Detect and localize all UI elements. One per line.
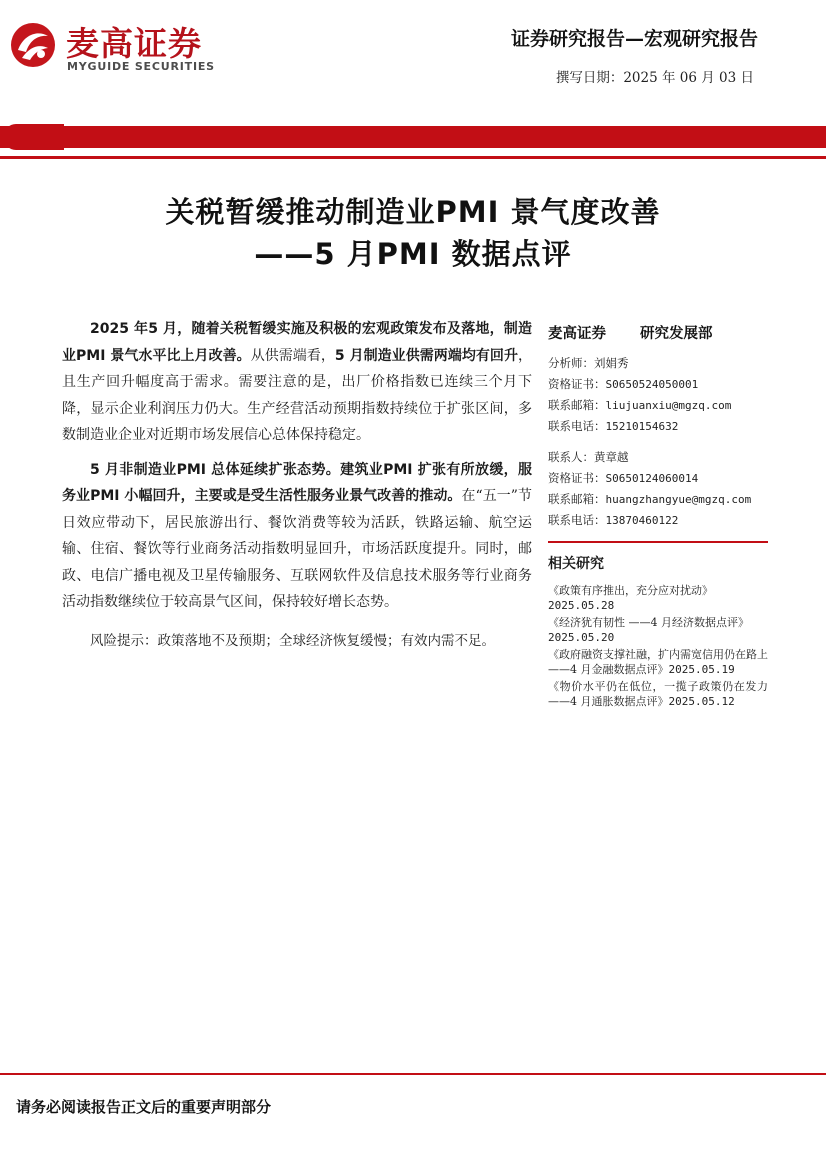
report-title: 关税暂缓推动制造业PMI 景气度改善 — [165, 195, 661, 229]
logo-icon — [8, 20, 58, 70]
contact-phone-label: 联系电话： — [548, 513, 606, 527]
risk-warning: 风险提示：政策落地不及预期；全球经济恢复缓慢；有效内需不足。 — [90, 632, 495, 649]
contact-phone: 13870460122 — [605, 514, 679, 527]
analyst-block — [548, 353, 768, 437]
contact-email-label: 联系邮箱： — [548, 492, 606, 506]
related-item-date: 2025.05.19 — [668, 663, 735, 676]
related-item-date: 2025.05.20 — [548, 631, 615, 644]
related-item[interactable] — [548, 583, 768, 613]
report-type: 证券研究报告—宏观研究报告 — [510, 28, 758, 50]
analyst-email-label: 联系邮箱： — [548, 398, 606, 412]
p1-text-b: ，且生产回升幅度高于需求。需要注意的是，出厂价格指数已连续三个月下降，显示企业利润压力仍大。生产经营活动预期指数持续位于扩张区间，多数制造业企业对近期市场发展信心总体保持稳定。 — [62, 347, 532, 443]
contact-name-label: 联系人： — [548, 450, 594, 464]
related-item-title: 《经济犹有韧性 ——4 月经济数据点评》 — [548, 616, 749, 629]
analyst-phone-row — [548, 416, 768, 437]
sidebar — [548, 322, 768, 711]
footer-divider — [0, 1073, 826, 1075]
summary-body — [62, 316, 532, 660]
analyst-cert-label: 资格证书： — [548, 377, 606, 391]
p1-text-a: 从供需端看， — [250, 347, 335, 364]
logo-text: 麦高证券 — [66, 24, 202, 63]
p2-lead: 5 月非制造业PMI 总体延续扩张态势。建筑业PMI 扩张有所放缓，服务业PMI 小幅回升，主要或是受生活性服务业景气改善的推动。 — [62, 461, 532, 504]
analyst-phone-label: 联系电话： — [548, 419, 606, 433]
analyst-email-row — [548, 395, 768, 416]
contact-email[interactable]: huangzhangyue@mgzq.com — [605, 493, 752, 506]
analyst-email[interactable]: liujuanxiu@mgzq.com — [605, 399, 732, 412]
p1-lead: 2025 年5 月，随着关税暂缓实施及积极的宏观政策发布及落地，制造业PMI 景气水平比上月改善。 — [62, 321, 532, 364]
analyst-cert: S0650524050001 — [605, 378, 699, 391]
contact-cert-row — [548, 468, 768, 489]
contact-name-row — [548, 447, 768, 468]
p1-highlight: 5 月制造业供需两端均有回升 — [334, 347, 518, 364]
company-name: 麦高证券 — [548, 326, 606, 342]
contact-phone-row — [548, 510, 768, 531]
summary-paragraph-1 — [62, 316, 532, 449]
related-item-date: 2025.05.12 — [668, 695, 735, 708]
related-item-title: 《政府融资支撑社融，扩内需宽信用仍在路上——4 月金融数据点评》 — [548, 648, 768, 676]
related-research-heading: 相关研究 — [548, 556, 604, 572]
disclaimer-notice: 请务必阅读报告正文后的重要声明部分 — [16, 1098, 272, 1116]
contact-cert: S0650124060014 — [605, 472, 699, 485]
analyst-cert-row — [548, 374, 768, 395]
related-item[interactable] — [548, 647, 768, 677]
report-subtitle: ——5 月PMI 数据点评 — [254, 237, 572, 271]
contact-name: 黄章越 — [594, 450, 629, 464]
p2-text: 在“五一”节日效应带动下，居民旅游出行、餐饮消费等较为活跃，铁路运输、航空运输、住宿、餐饮等行业商务活动指数明显回升，市场活跃度提升。同时，邮政、电信广播电视及卫星传输服务、互联网软件及信息技术服务等行业商务活动指数继续位于较高景气区间，保持较好增长态势。 — [62, 488, 532, 610]
summary-paragraph-2 — [62, 457, 532, 616]
analyst-name-row — [548, 353, 768, 374]
contact-block — [548, 447, 768, 531]
related-item-title: 《政策有序推出，充分应对扰动》 — [548, 584, 713, 597]
department-name: 研究发展部 — [640, 326, 713, 342]
header-divider — [0, 156, 826, 159]
analyst-phone: 15210154632 — [605, 420, 679, 433]
sidebar-divider — [548, 541, 768, 543]
analyst-name-label: 分析师： — [548, 356, 594, 370]
header-banner — [0, 126, 826, 148]
logo-subtext: MYGUIDE SECURITIES — [67, 60, 215, 73]
department-heading — [548, 322, 768, 343]
related-item[interactable] — [548, 615, 768, 645]
report-date: 撰写日期：2025 年 06 月 03 日 — [555, 70, 754, 86]
analyst-name: 刘娟秀 — [594, 356, 629, 370]
contact-cert-label: 资格证书： — [548, 471, 606, 485]
related-item-date: 2025.05.28 — [548, 599, 615, 612]
related-item[interactable] — [548, 679, 768, 709]
contact-email-row — [548, 489, 768, 510]
related-item-title: 《物价水平仍在低位，一揽子政策仍在发力——4 月通胀数据点评》 — [548, 680, 768, 708]
